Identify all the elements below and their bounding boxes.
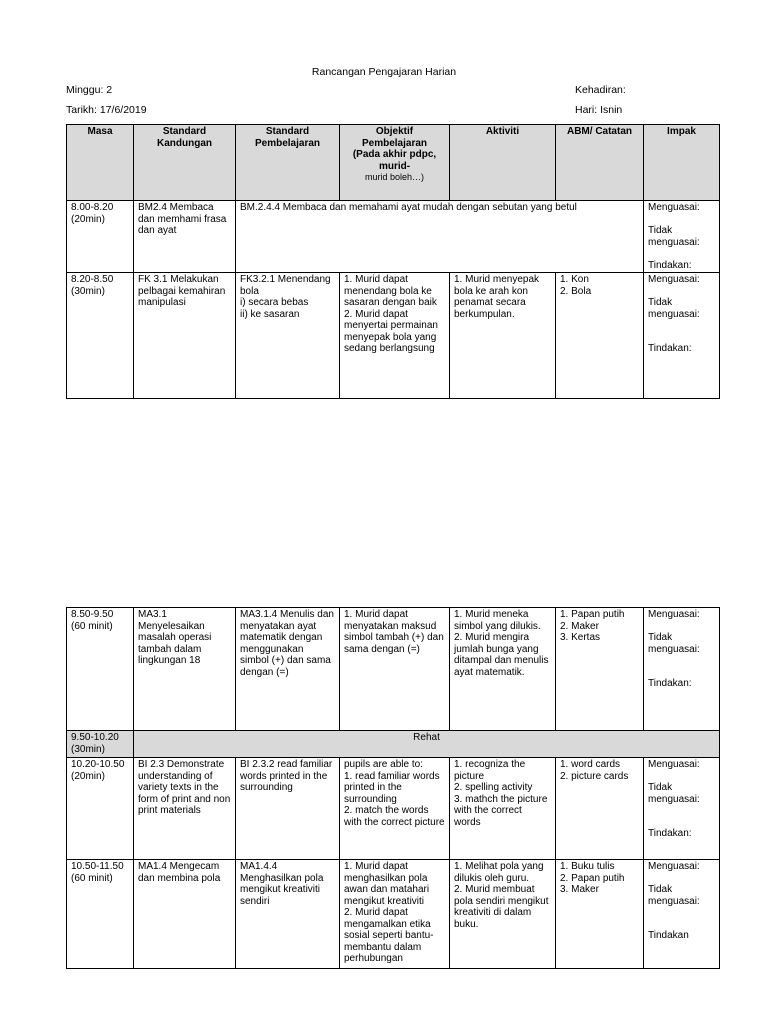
cell-sp: BI 2.3.2 read familiar words printed in the surrounding bbox=[236, 758, 340, 860]
cell-abm: 1. Kon 2. Bola bbox=[556, 273, 644, 399]
cell-aktiviti: 1. Murid meneka simbol yang dilukis. 2. Murid mengira jumlah bunga yang ditampal dan menulis ayat matematik. bbox=[450, 608, 556, 731]
cell-aktiviti: 1. Melihat pola yang dilukis oleh guru. 2. Murid membuat pola sendiri mengikut kreativiti di dalam buku. bbox=[450, 860, 556, 969]
col-standard-kandungan: Standard Kandungan bbox=[134, 125, 236, 201]
cell-abm: 1. Papan putih 2. Maker 3. Kertas bbox=[556, 608, 644, 731]
col-standard-pembelajaran: Standard Pembelajaran bbox=[236, 125, 340, 201]
cell-objektif: 1. Murid dapat menghasilkan pola awan dan matahari mengikut kreativiti 2. Murid dapat mengamalkan etika sosial seperti bantu-membantu dalam perhubungan bbox=[340, 860, 450, 969]
cell-impak: Menguasai: Tidak menguasai: Tindakan bbox=[644, 860, 720, 969]
cell-sp: FK3.2.1 Menendang bola i) secara bebas ii) ke sasaran bbox=[236, 273, 340, 399]
col-abm: ABM/ Catatan bbox=[556, 125, 644, 201]
page-title: Rancangan Pengajaran Harian bbox=[311, 66, 457, 78]
cell-aktiviti: 1. Murid menyepak bola ke arah kon penamat secara berkumpulan. bbox=[450, 273, 556, 399]
table-row bbox=[67, 201, 720, 273]
cell-objektif: 1. Murid dapat menyatakan maksud simbol tambah (+) dan sama dengan (=) bbox=[340, 608, 450, 731]
cell-masa: 9.50-10.20 (30min) bbox=[67, 731, 134, 758]
cell-sk: MA1.4 Mengecam dan membina pola bbox=[134, 860, 236, 969]
cell-masa: 8.00-8.20 (20min) bbox=[67, 201, 134, 273]
hari-label: Hari: Isnin bbox=[575, 104, 623, 116]
cell-merged-sp: BM.2.4.4 Membaca dan memahami ayat mudah dengan sebutan yang betul bbox=[236, 201, 644, 273]
cell-rehat: Rehat bbox=[134, 731, 720, 758]
cell-sp: MA3.1.4 Menulis dan menyatakan ayat matematik dengan menggunakan simbol (+) dan sama dengan (=) bbox=[236, 608, 340, 731]
cell-masa: 10.20-10.50 (20min) bbox=[67, 758, 134, 860]
cell-masa: 8.20-8.50 (30min) bbox=[67, 273, 134, 399]
cell-abm: 1. word cards 2. picture cards bbox=[556, 758, 644, 860]
col-impak: Impak bbox=[644, 125, 720, 201]
col-objektif-note: murid boleh…) bbox=[364, 172, 425, 182]
col-objektif bbox=[340, 125, 450, 201]
col-aktiviti: Aktiviti bbox=[450, 125, 556, 201]
col-objektif-label: Objektif Pembelajaran (Pada akhir pdpc, murid- bbox=[352, 126, 437, 172]
kehadiran-label: Kehadiran: bbox=[575, 84, 626, 96]
cell-impak: Menguasai: Tidak menguasai: Tindakan: bbox=[644, 758, 720, 860]
table-row bbox=[67, 758, 720, 860]
cell-impak: Menguasai: Tidak menguasai: Tindakan: bbox=[644, 608, 720, 731]
table-row bbox=[67, 608, 720, 731]
cell-objektif: 1. Murid dapat menendang bola ke sasaran dengan baik 2. Murid dapat menyertai permainan menyepak bola yang sedang berlangsung bbox=[340, 273, 450, 399]
cell-aktiviti: 1. recogniza the picture 2. spelling activity 3. mathch the picture with the correct words bbox=[450, 758, 556, 860]
rehat-row bbox=[67, 731, 720, 758]
tarikh-label: Tarikh: 17/6/2019 bbox=[66, 104, 147, 116]
cell-sk: BI 2.3 Demonstrate understanding of variety texts in the form of print and non print materials bbox=[134, 758, 236, 860]
lesson-table-top bbox=[66, 124, 720, 399]
table-row bbox=[67, 273, 720, 399]
lesson-table-bottom bbox=[66, 607, 720, 969]
cell-impak: Menguasai: Tidak menguasai: Tindakan: bbox=[644, 201, 720, 273]
minggu-label: Minggu: 2 bbox=[66, 84, 113, 96]
table-row bbox=[67, 860, 720, 969]
cell-sk: FK 3.1 Melakukan pelbagai kemahiran manipulasi bbox=[134, 273, 236, 399]
cell-masa: 10.50-11.50 (60 minit) bbox=[67, 860, 134, 969]
cell-sk: MA3.1 Menyelesaikan masalah operasi tambah dalam lingkungan 18 bbox=[134, 608, 236, 731]
cell-sk: BM2.4 Membaca dan memhami frasa dan ayat bbox=[134, 201, 236, 273]
cell-abm: 1. Buku tulis 2. Papan putih 3. Maker bbox=[556, 860, 644, 969]
cell-masa: 8.50-9.50 (60 minit) bbox=[67, 608, 134, 731]
cell-impak: Menguasai: Tidak menguasai: Tindakan: bbox=[644, 273, 720, 399]
col-masa: Masa bbox=[67, 125, 134, 201]
cell-sp: MA1.4.4 Menghasilkan pola mengikut kreativiti sendiri bbox=[236, 860, 340, 969]
cell-objektif: pupils are able to: 1. read familiar words printed in the surrounding 2. match the words with the correct picture bbox=[340, 758, 450, 860]
header-row bbox=[67, 125, 720, 201]
